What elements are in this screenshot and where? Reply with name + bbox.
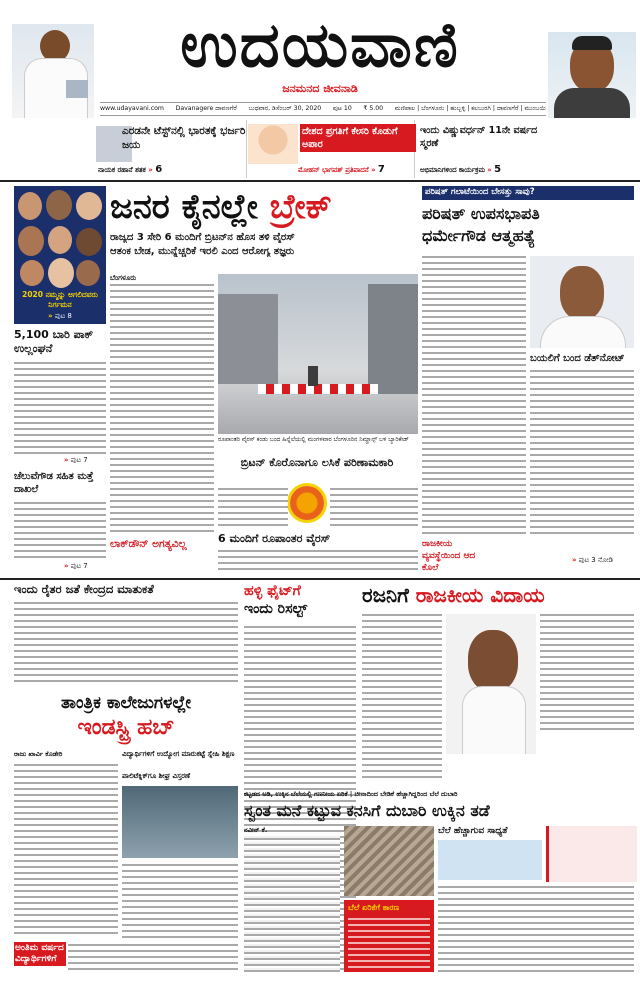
page-number: ಪುಟ 10 [332, 105, 352, 112]
masthead-photo-left [12, 24, 94, 118]
steel-factbox-title: ಬೆಲೆ ಏರಿಕೆಗೆ ಕಾರಣ [348, 903, 400, 912]
industry-byline: ರಾಜು ಖಾರ್ವಿ ಕೊಡೇರಿ [14, 750, 63, 758]
masthead [0, 0, 640, 118]
teaser-3[interactable]: ಇಂದು ವಿಷ್ಣುವರ್ಧನ್ 11ನೇ ವರ್ಷದ ಸ್ಮರಣೆ ಅಭಿಮಾನಿಗಳಿಂದ ಕಾರ್ಯಕ್ರಮ » 5 [416, 120, 550, 178]
teaser-2-thumb [248, 124, 298, 164]
price-chart [438, 840, 542, 880]
teaser-2-sub: ಮೋಹನ್ ಭಾಗವತ್ ಪ್ರತಿಪಾದನೆ [298, 166, 369, 174]
rajini-story[interactable] [362, 582, 634, 786]
lead-box-1 [218, 454, 418, 528]
issue-date: ಬುಧವಾರ, ಡಿಸೆಂಬರ್ 30, 2020 [248, 105, 322, 112]
left-collage[interactable]: 2020 ನಮ್ಮನ್ನು ಅಗಲಿದವರು ನಿರ್ಗಮನ » ಪುಟ 8 [14, 186, 106, 324]
steel-pricebox-title: ಬೆಲೆ ಹೆಚ್ಚಾಗುವ ಸಾಧ್ಯತೆ [438, 826, 508, 836]
lead-headline-b: ಬ್ರೇಕ್ [269, 187, 332, 227]
collage-page: ಪುಟ 8 [54, 312, 72, 320]
left-story-2-page: ಪುಟ 7 [70, 562, 88, 570]
teaser-3-page: 5 [494, 164, 502, 175]
collage-caption: 2020 ನಮ್ಮನ್ನು ಅಗಲಿದವರು ನಿರ್ಗಮನ [22, 290, 98, 309]
left-story-1-title: 5,100 ಬಾರಿ ಪಾಕ್ ಉಲ್ಲಂಘನೆ [14, 328, 94, 355]
side-top-tribute: ರಾಜಕೀಯ ವ್ಯವಸ್ಥೆಯಿಂದ ಆದ ಕೊಲೆ [422, 539, 476, 573]
side-top-headline-b: ಧರ್ಮೇಗೌಡ ಆತ್ಮಹತ್ಯೆ [422, 226, 536, 245]
teaser-1-page: 6 [155, 164, 163, 175]
farmers-story[interactable] [14, 582, 238, 688]
lockdown-title: ಲಾಕ್‌ಡೌನ್ ಅಗತ್ಯವಿಲ್ಲ [110, 538, 187, 550]
lead-dateline: ಬೆಂಗಳೂರು [110, 274, 137, 282]
lead-deck: ಆತಂಕ ಬೇಡ, ಮುನ್ನೆಚ್ಚರಿಕೆ ಇರಲಿ ಎಂದ ಆರೋಗ್ಯ ತಜ್ಞರು [110, 246, 295, 257]
lead-story[interactable] [110, 186, 418, 576]
masthead-tagline: ಜನಮನದ ಜೀವನಾಡಿ [282, 82, 358, 95]
teaser-1-sub: ನಾಯಕ ರಹಾನೆ ಶತಕ [98, 166, 146, 174]
steel-photo [344, 826, 434, 896]
lead-strap: ರಾಜ್ಯದ 3 ಸೇರಿ 6 ಮಂದಿಗೆ ಬ್ರಿಟನ್‌ನ ಹೊಸ ತಳಿ ವೈರಸ್ [110, 232, 295, 243]
left-story-1-page: ಪುಟ 7 [70, 456, 88, 464]
steel-kicker: ಕಟ್ಟಡದ ಅಡಿ, ಉಕ್ಕಿನ ಬೆಲೆಯಲ್ಲಿ ಗಣನೀಯ ಏರಿಕೆ | ಚೀನಾದಿಂದ ಬೇಡಿಕೆ ಹೆಚ್ಚಾಗಿದ್ದರಿಂದ ಬೆಲೆ ದುಬಾರಿ [244, 790, 458, 798]
industry-title-b: ಇಂಡಸ್ಟ್ರಿ ಹಬ್ [77, 715, 175, 740]
side-top-photo [530, 256, 634, 348]
farmers-title: ಇಂದು ರೈತರ ಜತೆ ಕೇಂದ್ರದ ಮಾತುಕತೆ [14, 582, 154, 596]
lead-photo [218, 274, 418, 434]
industry-ad-label: ಅಂತಿಮ ವರ್ಷದ ವಿದ್ಯಾರ್ಥಿಗಳಿಗೆ [14, 942, 66, 966]
left-story-2[interactable]: ಚೆಲುವೆಗೌಡ ಸಹಿತ ಮತ್ತೆ ದಾಖಲೆ » ಪುಟ 7 [14, 470, 106, 574]
teaser-2[interactable]: ದೇಶದ ಪ್ರಗತಿಗೆ ಕೇಸರಿ ಕೊಡುಗೆ ಅಪಾರ ಮೋಹನ್ ಭಾಗವತ್ ಪ್ರತಿಪಾದನೆ » 7 [248, 120, 415, 178]
industry-bullet-1: ವಿದ್ಯಾರ್ಥಿಗಳಿಗೆ ಉದ್ಯೋಗ ಮಾರುಕಟ್ಟೆ ಸ್ನೇಹಿ ಶಿಕ್ಷಣ [122, 750, 235, 758]
lead-photo-caption: ರೂಪಾಂತರಿ ವೈರಸ್ ಕಂಡು ಬಂದ ಹಿನ್ನೆಲೆಯಲ್ಲಿ ಮಂಗಳವಾರ ಬೆಂಗಳೂರಿನ ನಿಮ್ಹಾನ್ಸ್ ಬಳಿ ಬ್ಯಾರಿಕೇಡ್ [218, 436, 409, 443]
left-story-2-title: ಚೆಲುವೆಗೌಡ ಸಹಿತ ಮತ್ತೆ ದಾಖಲೆ [14, 471, 94, 495]
industry-hub-story[interactable] [14, 692, 238, 976]
side-top-death-note: ಬಯಲಿಗೆ ಬಂದ ಡೆತ್‌ನೋಟ್ [530, 353, 625, 364]
industry-photo [122, 786, 238, 858]
price: ₹ 5.00 [363, 105, 384, 112]
virus-icon [290, 486, 324, 520]
teaser-1-headline: ಎರಡನೇ ಟೆಸ್ಟ್‌ನಲ್ಲಿ ಭಾರತಕ್ಕೆ ಭರ್ಜರಿ ಜಯ [122, 125, 246, 151]
rajini-title-a: ರಜನಿಗೆ [362, 583, 409, 607]
teaser-2-page: 7 [377, 164, 385, 175]
date-strip [100, 102, 546, 116]
teaser-1[interactable]: ಎರಡನೇ ಟೆಸ್ಟ್‌ನಲ್ಲಿ ಭಾರತಕ್ಕೆ ಭರ್ಜರಿ ಜಯ ನಾಯಕ ರಹಾನೆ ಶತಕ » 6 [96, 120, 247, 178]
industry-title-a: ತಾಂತ್ರಿಕ ಕಾಲೇಜುಗಳಲ್ಲೇ [61, 693, 191, 713]
masthead-title: ಉದಯವಾಣಿ [180, 8, 460, 81]
side-top-headline-a: ಪರಿಷತ್ ಉಪಸಭಾಪತಿ [422, 204, 540, 223]
left-story-1[interactable]: 5,100 ಬಾರಿ ಪಾಕ್ ಉಲ್ಲಂಘನೆ » ಪುಟ 7 [14, 328, 106, 468]
steel-factbox [344, 900, 434, 972]
teaser-2-headline: ದೇಶದ ಪ್ರಗತಿಗೆ ಕೇಸರಿ ಕೊಡುಗೆ ಅಪಾರ [300, 124, 416, 152]
side-top-story[interactable]: ಪರಿಷತ್ ಗಲಾಟೆಯಿಂದ ಬೇಸತ್ತು ಸಾವು? ಪರಿಷತ್ ಉಪಸಭಾಪತಿ ಧರ್ಮೇಗೌಡ ಆತ್ಮಹತ್ಯೆ ಬಯಲಿಗೆ ಬಂದ ಡೆತ್‌ನೋಟ್ ರಾಜಕೀಯ ವ್ಯವಸ್ಥೆಯಿಂದ ಆದ ಕೊಲೆ » ಪುಟ 3 ನೋಡಿ [422, 186, 634, 576]
steel-sidebar [546, 826, 637, 882]
side-top-page: ಪುಟ 3 ನೋಡಿ [578, 556, 614, 564]
side-top-kicker: ಪರಿಷತ್ ಗಲಾಟೆಯಿಂದ ಬೇಸತ್ತು ಸಾವು? [422, 186, 634, 200]
masthead-photo-right [548, 32, 636, 118]
industry-bullet-2: ಪಾಲಿಟೆಕ್ನಿಕ್‌ಗೂ ಶೀಘ್ರ ವಿಸ್ತರಣೆ [122, 772, 191, 780]
lead-box-1-title: ಬ್ರಿಟನ್ ಕೊರೊನಾಗೂ ಲಸಿಕೆ ಪರಿಣಾಮಕಾರಿ [240, 456, 394, 469]
panchayat-title-a: ಹಳ್ಳಿ ಫೈಟ್‌ಗೆ [244, 583, 301, 599]
edition-name: Davanagere ದಾವಣಗೆರೆ [175, 105, 237, 112]
teaser-3-sub: ಅಭಿಮಾನಿಗಳಿಂದ ಕಾರ್ಯಕ್ರಮ [420, 166, 485, 174]
panchayat-title-b: ಇಂದು ರಿಸಲ್ಟ್ [244, 601, 308, 617]
teaser-3-headline: ಇಂದು ವಿಷ್ಣುವರ್ಧನ್ 11ನೇ ವರ್ಷದ ಸ್ಮರಣೆ [420, 125, 538, 149]
website-url: www.udayavani.com [100, 105, 164, 112]
steel-byline: ನವೀನ್ ಕೆ. [244, 826, 268, 834]
rajini-photo [446, 614, 536, 754]
lead-headline-a: ಜನರ ಕೈನಲ್ಲೇ [110, 187, 258, 227]
lead-box-2-title: 6 ಮಂದಿಗೆ ರೂಪಾಂತರ ವೈರಸ್ [218, 532, 331, 545]
steel-story[interactable] [244, 790, 634, 976]
steel-headline: ಸ್ವಂತ ಮನೆ ಕಟ್ಟುವ ಕನಸಿಗೆ ದುಬಾರಿ ಉಕ್ಕಿನ ತಡೆ [244, 801, 490, 820]
rajini-title-b: ರಾಜಕೀಯ ವಿದಾಯ [415, 583, 545, 607]
edition-cities: ಮಣಿಪಾಲ | ಬೆಂಗಳೂರು | ಹುಬ್ಬಳ್ಳಿ | ಕಲಬುರಗಿ | ದಾವಣಗೆರೆ | ಮುಂಬಯಿ [394, 105, 546, 112]
